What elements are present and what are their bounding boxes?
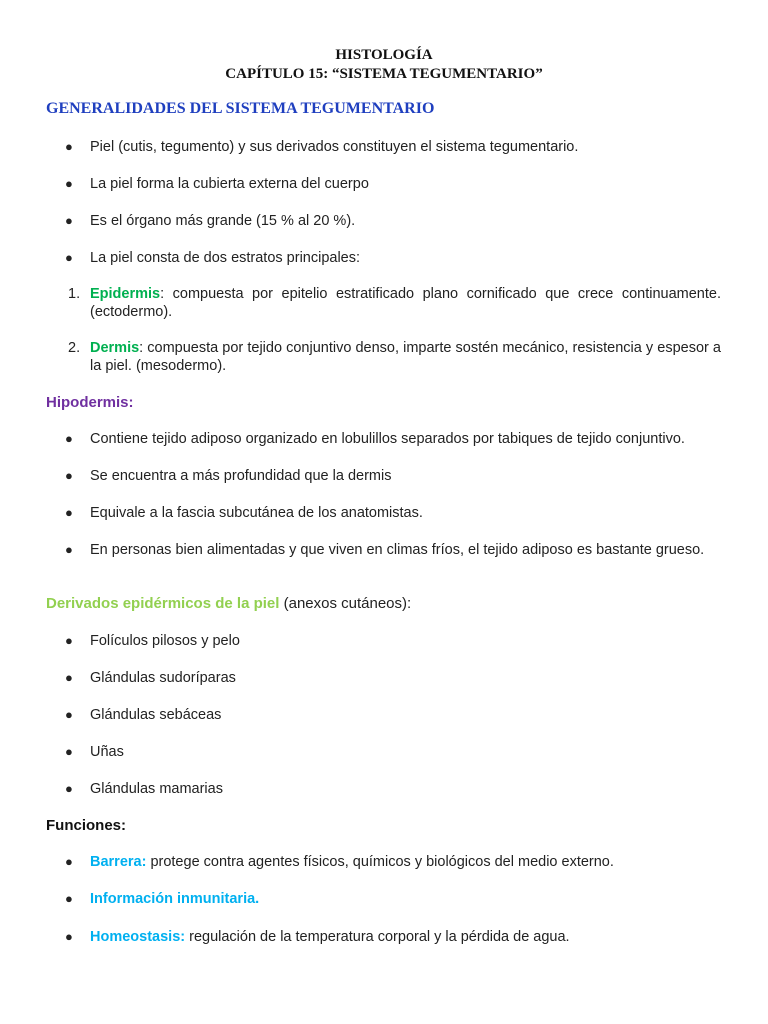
derivados-heading-suffix: (anexos cutáneos):	[279, 595, 412, 612]
list-item: ● La piel consta de dos estratos principales:	[65, 250, 361, 266]
bullet-icon: ●	[65, 854, 73, 869]
list-item: ● La piel forma la cubierta externa del cuerpo	[65, 176, 369, 192]
bullet-icon: ●	[65, 707, 73, 722]
bullet-icon: ●	[65, 781, 73, 796]
bullet-icon: ●	[65, 670, 73, 685]
list-item: ● Equivale a la fascia subcutánea de los anatomistas.	[65, 505, 423, 521]
term-informacion-inmunitaria: Información inmunitaria.	[90, 891, 260, 907]
item-number: 1.	[68, 286, 81, 302]
list-item: ● Se encuentra a más profundidad que la dermis	[65, 468, 392, 484]
section-heading-derivados	[46, 595, 411, 612]
bullet-icon: ●	[65, 929, 73, 944]
term-epidermis: Epidermis	[90, 286, 161, 302]
bullet-icon: ●	[65, 250, 73, 265]
list-item: ● Barrera: protege contra agentes físicos, químicos y biológicos del medio externo.	[65, 854, 614, 870]
numbered-item-dermis: 2. Dermis: compuesta por tejido conjuntivo denso, imparte sostén mecánico, resistencia y espesor a la piel. (mesodermo).	[68, 340, 721, 374]
term-dermis: Dermis	[90, 340, 140, 356]
section-heading-hipodermis: Hipodermis:	[46, 394, 134, 411]
bullet-icon: ●	[65, 633, 73, 648]
bullet-icon: ●	[65, 468, 73, 483]
bullet-icon: ●	[65, 139, 73, 154]
document-title: HISTOLOGÍA	[335, 47, 433, 63]
bullet-icon: ●	[65, 505, 73, 520]
bullet-icon: ●	[65, 176, 73, 191]
list-item: ● Folículos pilosos y pelo	[65, 633, 240, 649]
bullet-icon: ●	[65, 744, 73, 759]
list-item: ● Piel (cutis, tegumento) y sus derivados constituyen el sistema tegumentario.	[65, 139, 579, 155]
chapter-title: CAPÍTULO 15: “SISTEMA TEGUMENTARIO”	[225, 66, 543, 82]
section-heading-funciones: Funciones:	[46, 817, 127, 834]
list-item: ● En personas bien alimentadas y que viven en climas fríos, el tejido adiposo es bastante grueso.	[65, 542, 705, 558]
list-item: ● Glándulas sudoríparas	[65, 670, 236, 686]
term-barrera: Barrera:	[90, 854, 147, 870]
list-item: ● Es el órgano más grande (15 % al 20 %).	[65, 213, 356, 229]
list-item	[65, 890, 721, 908]
list-item: ● Glándulas sebáceas	[65, 707, 222, 723]
list-item: ● Contiene tejido adiposo organizado en lobulillos separados por tabiques de tejido conjuntivo.	[65, 431, 685, 447]
bullet-icon: ●	[65, 213, 73, 228]
bullet-icon: ●	[65, 891, 73, 906]
list-item: ● Uñas	[65, 744, 124, 760]
list-item: ● Glándulas mamarias	[65, 781, 223, 797]
bullet-icon: ●	[65, 431, 73, 446]
bullet-icon: ●	[65, 542, 73, 557]
item-number: 2.	[68, 340, 81, 356]
term-homeostasis: Homeostasis:	[90, 929, 186, 945]
section-heading-generalidades: GENERALIDADES DEL SISTEMA TEGUMENTARIO	[46, 100, 435, 117]
derivados-heading-title: Derivados epidérmicos de la piel	[46, 595, 280, 612]
list-item: ● Homeostasis: regulación de la temperatura corporal y la pérdida de agua.	[65, 929, 570, 945]
numbered-item-epidermis: 1. Epidermis: compuesta por epitelio estratificado plano cornificado que crece continuamente. (ectodermo).	[68, 286, 721, 320]
